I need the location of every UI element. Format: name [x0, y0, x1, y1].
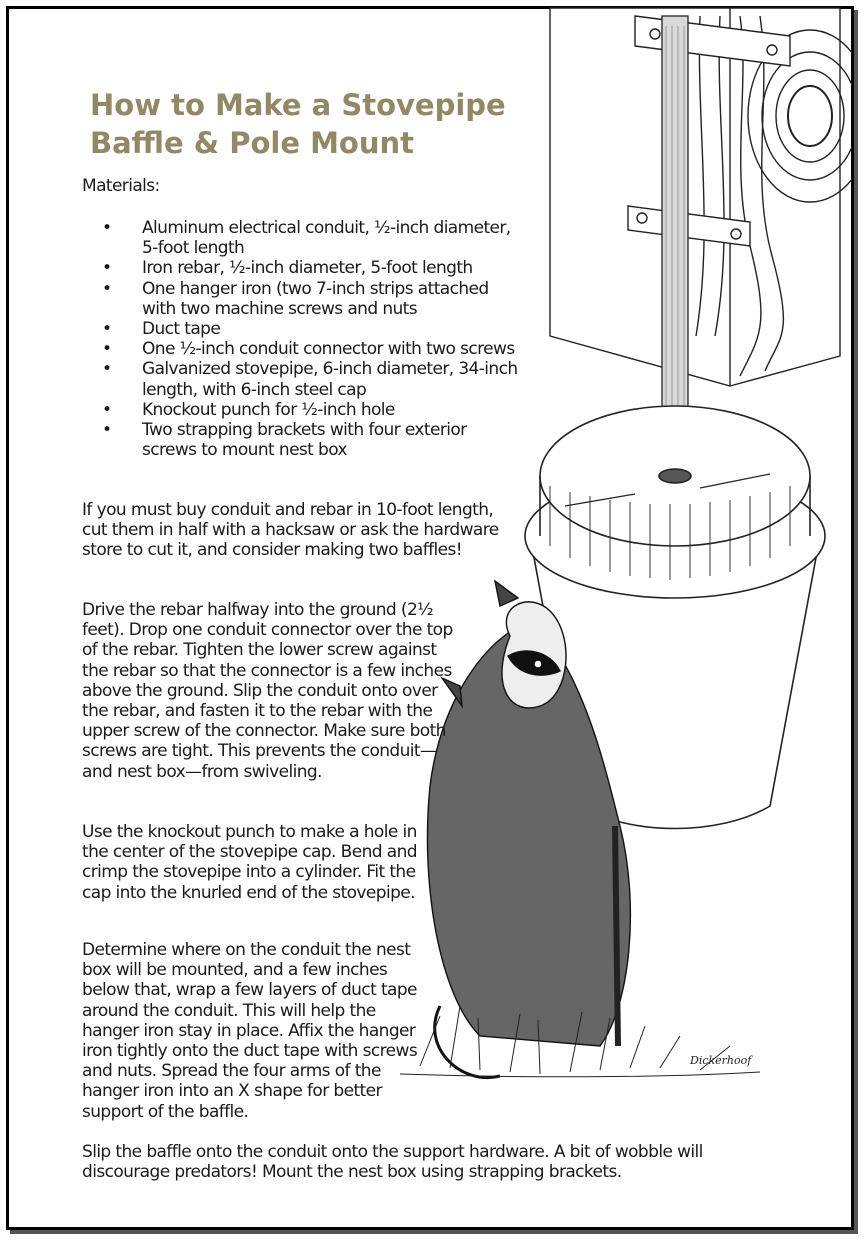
list-item: • Aluminum electrical conduit, ½-inch diameter, 5-foot length — [102, 218, 511, 259]
list-item: • One ½-inch conduit connector with two screws — [102, 339, 515, 360]
bullet-icon: • — [102, 399, 112, 420]
list-item: • Galvanized stovepipe, 6-inch diameter, 34-inch length, with 6-inch steel cap — [102, 359, 518, 400]
bullet-icon: • — [102, 420, 112, 441]
list-item: • Knockout punch for ½-inch hole — [102, 399, 395, 420]
paragraph-hanger-iron: Determine where on the conduit the nest box will be mounted, and a few inches below that, wrap a few layers of duct tape around the conduit. This will help the hanger iron stay in place. Affix the hanger iron tightly onto the duct tape with screws and nuts. Spread the four arms of the hanger iron into an X shape for better support of the baffle. — [82, 940, 418, 1122]
bullet-icon: • — [102, 258, 112, 279]
materials-label: Materials: — [82, 176, 160, 196]
paragraph-conduit-length: If you must buy conduit and rebar in 10-foot length, cut them in half with a hacksaw or ask the hardware store to cut it, and consider making two baffles! — [82, 500, 499, 561]
page-title: How to Make a Stovepipe Baffle & Pole Mount — [90, 88, 506, 160]
list-item: • Iron rebar, ½-inch diameter, 5-foot length — [102, 258, 473, 279]
paragraph-drive-rebar: Drive the rebar halfway into the ground (2½ feet). Drop one conduit connector over the top of the rebar. Tighten the lower screw against the rebar so that the connector is a few inches above the ground. Slip the conduit onto over the rebar, and fasten it to the rebar with the upper screw of the connector. Make sure both screws are tight. This prevents the conduit—and nest box—from swiveling. — [82, 600, 453, 782]
list-item: • Two strapping brackets with four exterior screws to mount nest box — [102, 420, 467, 461]
list-item: • Duct tape — [102, 319, 221, 340]
paragraph-knockout-punch: Use the knockout punch to make a hole in the center of the stovepipe cap. Bend and crimp the stovepipe into a cylinder. Fit the cap into the knurled end of the stovepipe. — [82, 822, 417, 903]
bullet-icon: • — [102, 278, 112, 299]
artist-signature: Dickerhoof — [690, 1054, 752, 1067]
bullet-icon: • — [102, 339, 112, 360]
bullet-icon: • — [102, 319, 112, 340]
materials-list — [100, 218, 520, 460]
nest-box — [550, 8, 852, 386]
bullet-icon: • — [102, 218, 112, 238]
bullet-icon: • — [102, 359, 112, 380]
list-item: • One hanger iron (two 7-inch strips attached with two machine screws and nuts — [102, 278, 489, 319]
paragraph-mount-baffle: Slip the baffle onto the conduit onto the support hardware. A bit of wobble will discourage predators! Mount the nest box using strapping brackets. — [82, 1142, 703, 1183]
